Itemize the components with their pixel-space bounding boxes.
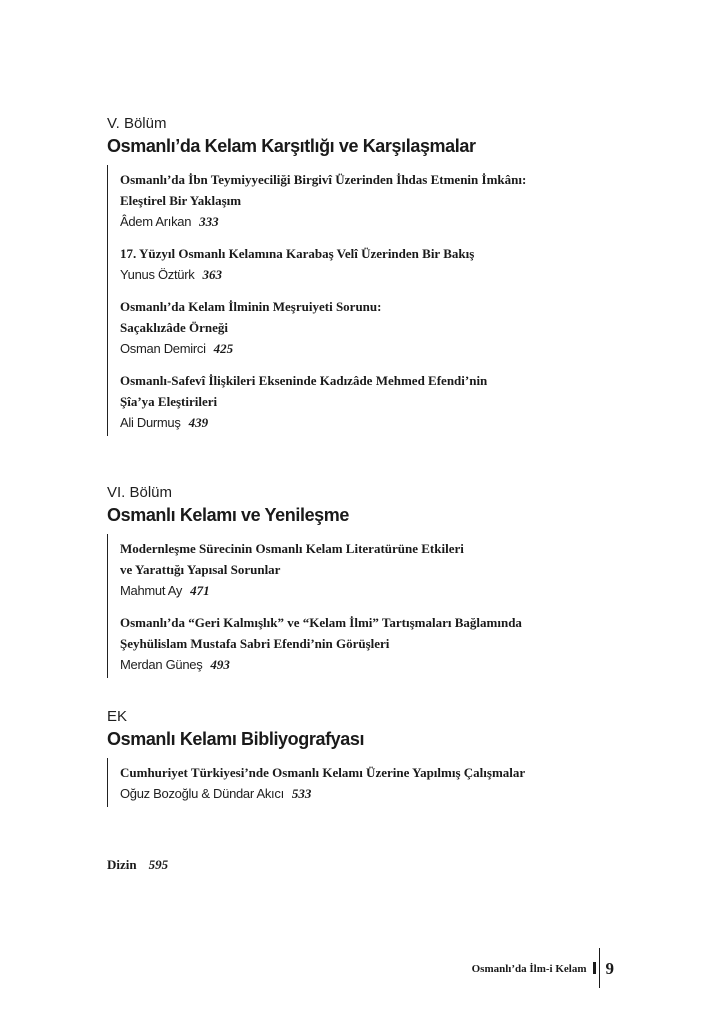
section-label: V. Bölüm [107, 115, 167, 132]
section-label: VI. Bölüm [107, 484, 173, 501]
section-title: Osmanlı’da Kelam Karşıtlığı ve Karşılaşmalar [107, 136, 476, 156]
entry-title-line: Cumhuriyet Türkiyesi’nde Osmanlı Kelamı Üzerine Yapılmış Çalışmalar [120, 765, 526, 780]
entry-author: Ali Durmuş [120, 415, 181, 430]
footer-divider [599, 948, 600, 988]
entry-author: Mahmut Ay [120, 583, 183, 598]
toc-entry[interactable] [120, 243, 627, 286]
entry-byline [120, 412, 627, 434]
entry-author: Oğuz Bozoğlu & Dündar Akıcı [120, 786, 284, 801]
page-number: 9 [605, 959, 614, 978]
entry-page-number: 333 [199, 214, 219, 229]
entry-author: Osman Demirci [120, 341, 206, 356]
entry-title-line: Saçaklızâde Örneği [120, 320, 228, 335]
toc-entry[interactable] [120, 538, 627, 602]
running-title: Osmanlı’da İlm-i Kelam [471, 963, 587, 975]
entry-list [107, 534, 627, 678]
entry-author: Yunus Öztürk [120, 267, 195, 282]
index-label: Dizin [107, 857, 137, 872]
toc-entry[interactable] [120, 612, 627, 676]
entry-page-number: 471 [190, 583, 210, 598]
section-title: Osmanlı Kelamı ve Yenileşme [107, 505, 350, 525]
section-6 [107, 484, 627, 678]
index-page-number: 595 [148, 857, 169, 872]
entry-page-number: 425 [213, 341, 234, 356]
entry-byline [120, 654, 627, 676]
footer-marker [593, 962, 596, 974]
entry-title-line: 17. Yüzyıl Osmanlı Kelamına Karabaş Velî Üzerinden Bir Bakış [120, 246, 475, 261]
entry-title-line: Osmanlı’da Kelam İlminin Meşruiyeti Sorunu: [120, 299, 382, 314]
toc-entry[interactable] [120, 370, 627, 434]
entry-title-line: Osmanlı’da İbn Teymiyyeciliği Birgivî Üzerinden İhdas Etmenin İmkânı: [120, 172, 527, 187]
toc-entry[interactable] [120, 762, 627, 805]
toc-entry[interactable] [120, 296, 627, 360]
entry-page-number: 363 [202, 267, 222, 282]
page-footer [472, 948, 614, 988]
entry-title-line: Şeyhülislam Mustafa Sabri Efendi’nin Görüşleri [120, 636, 390, 651]
entry-title-line: Modernleşme Sürecinin Osmanlı Kelam Literatürüne Etkileri [120, 541, 464, 556]
entry-page-number: 493 [210, 657, 230, 672]
section-label: EK [107, 708, 128, 725]
entry-list [107, 165, 627, 436]
entry-title-line: Osmanlı’da “Geri Kalmışlık” ve “Kelam İlmi” Tartışmaları Bağlamında [120, 615, 522, 630]
entry-author: Merdan Güneş [120, 657, 203, 672]
entry-title-line: Şîa’ya Eleştirileri [120, 394, 218, 409]
section-5 [107, 115, 627, 436]
entry-page-number: 533 [291, 786, 312, 801]
entry-list [107, 758, 627, 807]
index-entry[interactable] [107, 857, 168, 873]
section-appendix [107, 708, 627, 807]
entry-title-line: Eleştirel Bir Yaklaşım [120, 193, 242, 208]
entry-byline [120, 783, 627, 805]
entry-page-number: 439 [188, 415, 209, 430]
section-title: Osmanlı Kelamı Bibliyografyası [107, 729, 365, 749]
entry-byline [120, 338, 627, 360]
entry-title-line: ve Yarattığı Yapısal Sorunlar [120, 562, 281, 577]
toc-entry[interactable] [120, 169, 627, 233]
entry-title-line: Osmanlı-Safevî İlişkileri Ekseninde Kadızâde Mehmed Efendi’nin [120, 373, 488, 388]
entry-byline [120, 264, 627, 286]
entry-byline [120, 211, 627, 233]
entry-byline [120, 580, 627, 602]
entry-author: Âdem Arıkan [120, 214, 192, 229]
